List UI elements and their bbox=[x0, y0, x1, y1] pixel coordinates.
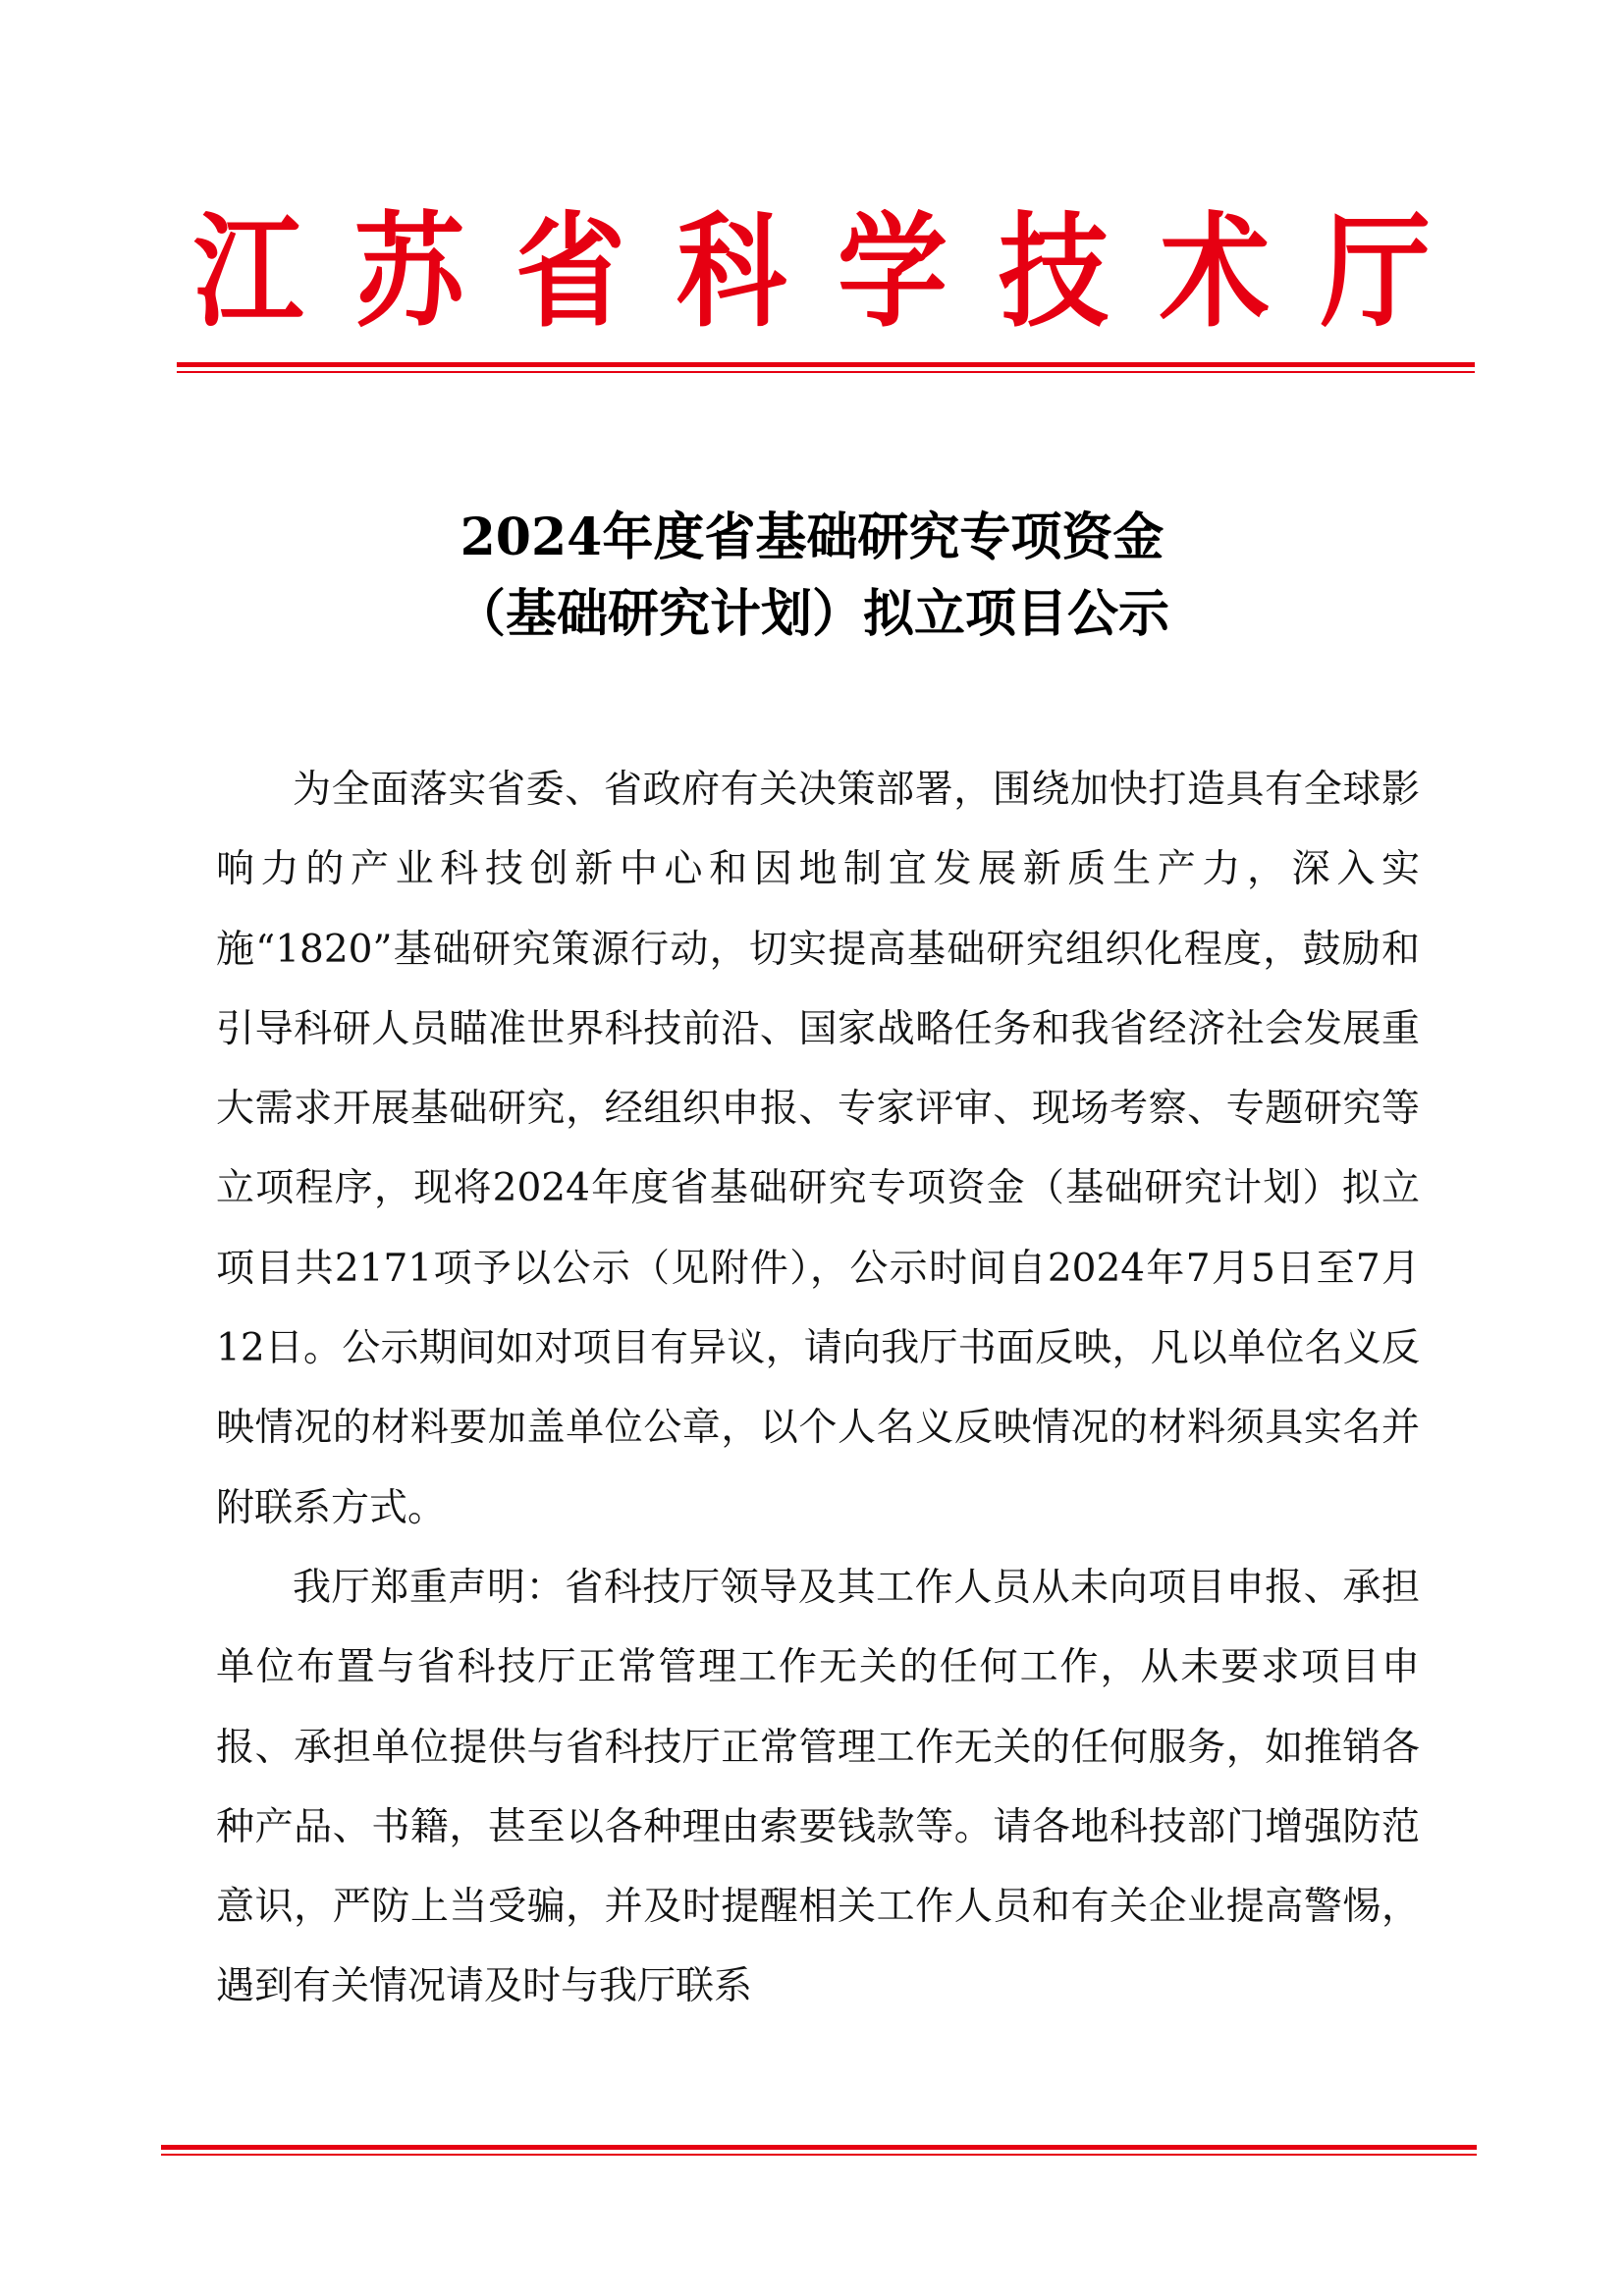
document-title-line-2: （基础研究计划）拟立项目公示 bbox=[454, 584, 1169, 644]
document-body bbox=[216, 750, 1420, 2027]
document-title-line-1: 2024年度省基础研究专项资金 bbox=[460, 507, 1164, 567]
body-paragraph: 为全面落实省委、省政府有关决策部署，围绕加快打造具有全球影响力的产业科技创新中心和因地制宜发展新质生产力，深入实施“1820”基础研究策源行动，切实提高基础研究组织化程度，鼓励和引导科研人员瞄准世界科技前沿、国家战略任务和我省经济社会发展重大需求开展基础研究，经组织申报、专家评审、现场考察、专题研究等立项程序，现将2024年度省基础研究专项资金（基础研究计划）拟立项目共2171项予以公示（见附件），公示时间自2024年7月5日至7月12日。公示期间如对项目有异议，请向我厅书面反映，凡以单位名义反映情况的材料要加盖单位公章，以个人名义反映情况的材料须具实名并附联系方式。 bbox=[216, 768, 1420, 1530]
masthead-title: 江苏省科学技术厅 bbox=[193, 201, 1482, 345]
footer-divider-thin bbox=[161, 2154, 1477, 2156]
masthead-divider-thin bbox=[177, 371, 1475, 373]
body-paragraph: 我厅郑重声明：省科技厅领导及其工作人员从未向项目申报、承担单位布置与省科技厅正常管理工作无关的任何工作，从未要求项目申报、承担单位提供与省科技厅正常管理工作无关的任何服务，如推销各种产品、书籍，甚至以各种理由索要钱款等。请各地科技部门增强防范意识，严防上当受骗，并及时提醒相关工作人员和有关企业提高警惕，遇到有关情况请及时与我厅联系 bbox=[216, 1565, 1420, 2009]
masthead-divider-thick bbox=[177, 362, 1475, 367]
footer-divider-thick bbox=[161, 2145, 1477, 2150]
